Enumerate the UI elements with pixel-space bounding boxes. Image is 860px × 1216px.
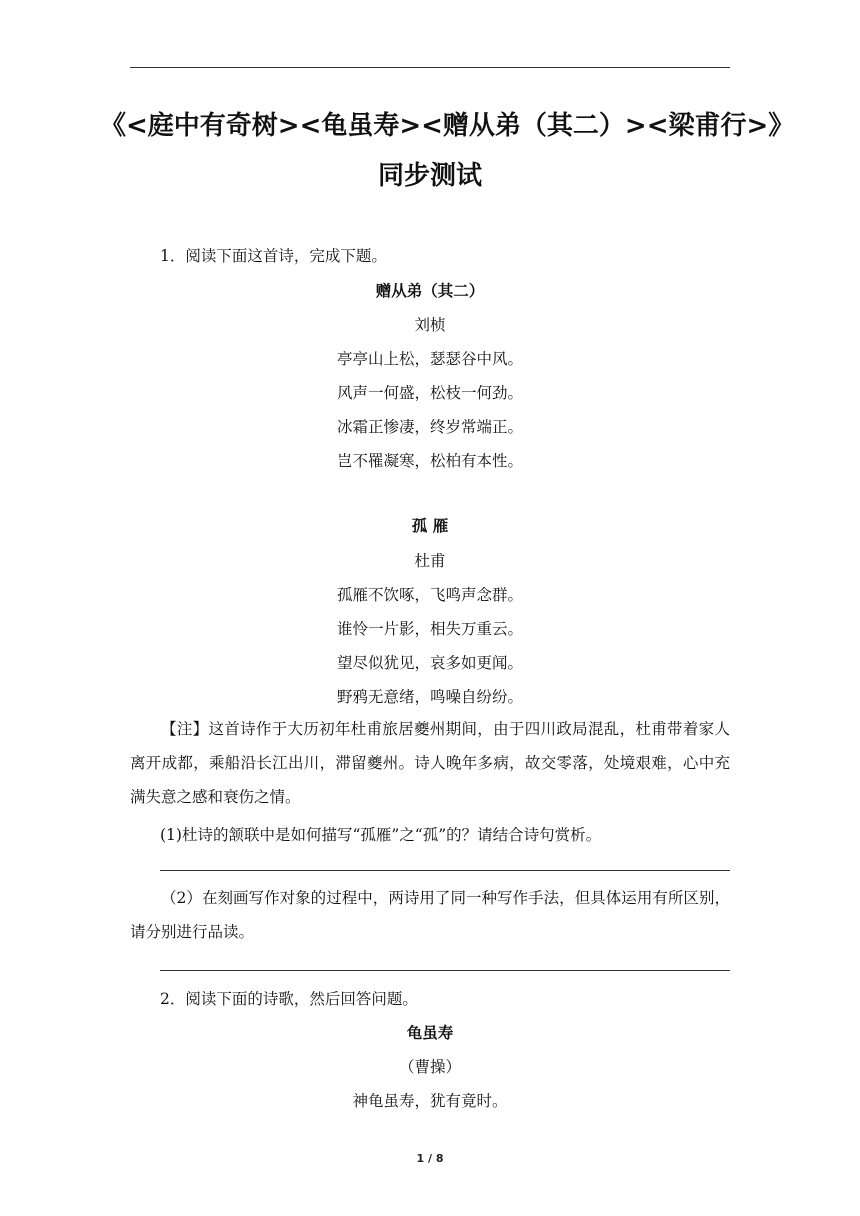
poem-line: 亭亭山上松，瑟瑟谷中风。 <box>336 350 523 368</box>
poem-line: 冰霜正惨凄，终岁常端正。 <box>336 418 523 436</box>
question-1-intro: 1．阅读下面这首诗，完成下题。 <box>160 247 387 265</box>
poem-line: 野鸦无意绪，鸣噪自纷纷。 <box>336 688 523 706</box>
page-number: 1 / 8 <box>416 1152 444 1165</box>
poem-note: 【注】这首诗作于大历初年杜甫旅居夔州期间，由于四川政局混乱，杜甫带着家人离开成都，乘船沿长江出川，滞留夔州。诗人晚年多病，故交零落，处境艰难，心中充满失意之感和衰伤之情。 <box>130 720 730 806</box>
document-subtitle: 同步测试 <box>377 161 482 191</box>
poem-line: 神龟虽寿，犹有竟时。 <box>352 1092 508 1110</box>
poem-author: 刘桢 <box>414 316 446 334</box>
answer-line <box>160 870 730 871</box>
document-title: 《<庭中有奇树><龟虽寿><赠从弟（其二）><梁甫行>》 <box>100 111 795 141</box>
poem-line: 岂不罹凝寒，松柏有本性。 <box>336 452 523 470</box>
sub-question-1: (1)杜诗的颔联中是如何描写“孤雁”之“孤”的？请结合诗句赏析。 <box>160 826 602 844</box>
poem-line: 望尽似犹见，哀多如更闻。 <box>336 654 523 672</box>
poem-title: 孤 雁 <box>411 517 449 535</box>
sub-question-2: （2）在刻画写作对象的过程中，两诗用了同一种写作手法，但具体运用有所区别，请分别进行品读。 <box>130 889 730 941</box>
question-2-intro: 2．阅读下面的诗歌，然后回答问题。 <box>160 990 418 1008</box>
poem-author: （曹操） <box>398 1058 461 1076</box>
poem-title: 龟虽寿 <box>406 1024 454 1042</box>
poem-author: 杜甫 <box>414 552 446 570</box>
poem-line: 谁怜一片影，相失万重云。 <box>336 620 523 638</box>
answer-line <box>160 970 730 971</box>
poem-line: 风声一何盛，松枝一何劲。 <box>336 384 523 402</box>
poem-line: 孤雁不饮啄，飞鸣声念群。 <box>336 586 523 604</box>
poem-title: 赠从弟（其二） <box>375 282 485 300</box>
header-rule <box>130 67 730 68</box>
